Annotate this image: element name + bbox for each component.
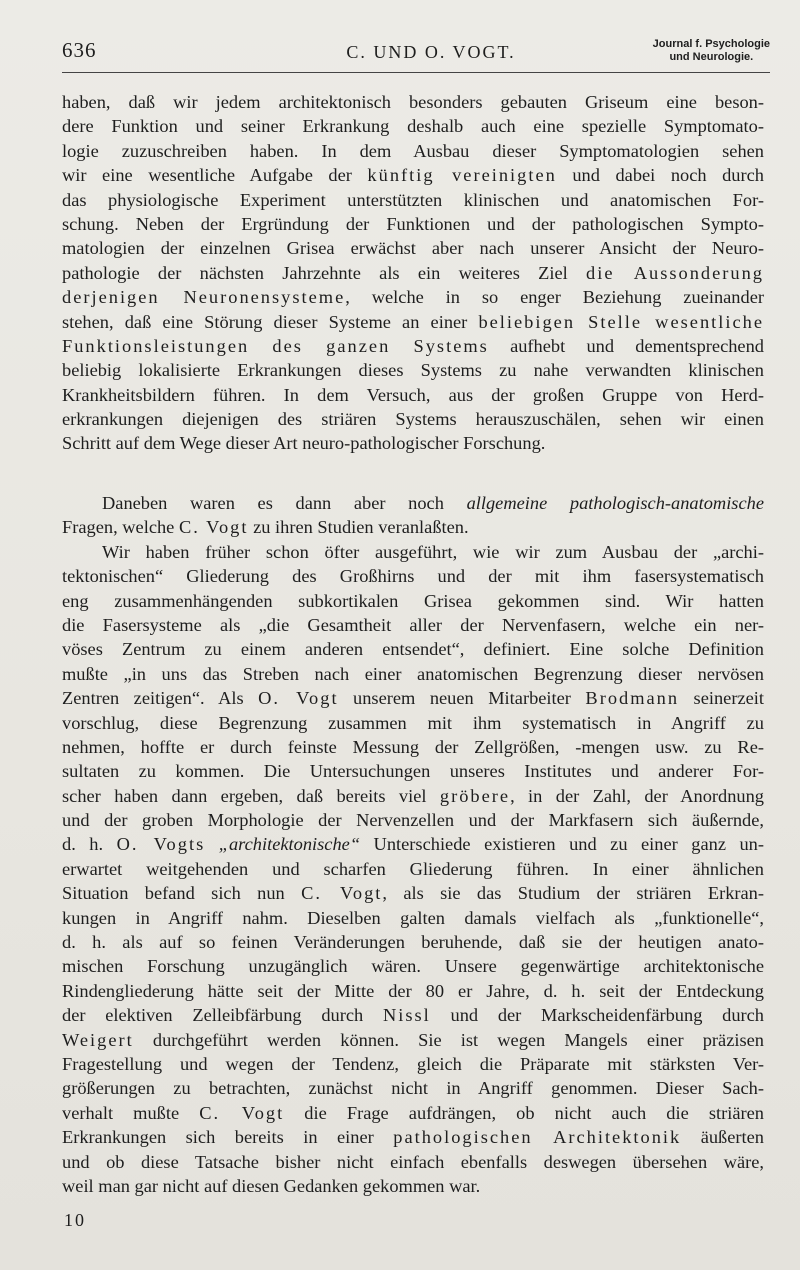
text-line: logie zuzuschreiben haben. In dem Ausbau dieser Symptomatologien sehen bbox=[62, 140, 764, 161]
text-line: Erkrankungen sich bereits in einer pathologischen Architektonik äußerten bbox=[62, 1127, 765, 1148]
page-number: 636 bbox=[62, 38, 97, 62]
text-line: erkrankungen diejenigen des striären Systems herauszuschälen, sehen wir einen bbox=[62, 409, 764, 430]
text-line: matologien der einzelnen Grisea erwächst aber nach unserer Ansicht der Neuro- bbox=[62, 238, 764, 259]
text-line: pathologie der nächsten Jahrzehnte als ein weiteres Ziel die Aussonderung bbox=[62, 262, 764, 283]
text-line: schung. Neben der Ergründung der Funktionen und der pathologischen Sympto- bbox=[62, 213, 764, 234]
text-line: mischen Forschung unzugänglich wären. Unsere gegenwärtige architektonische bbox=[62, 956, 764, 977]
text-line: stehen, daß eine Störung dieser Systeme an einer beliebigen Stelle wesentliche bbox=[62, 311, 764, 332]
text-line: vöses Zentrum zu einem anderen entsendet“, definiert. Eine solche Definition bbox=[62, 639, 764, 660]
text-line: d. h. als auf so feinen Veränderungen beruhende, daß sie der heutigen anato- bbox=[62, 932, 764, 953]
journal-line-1: Journal f. Psychologie bbox=[652, 38, 770, 50]
header-rule bbox=[62, 72, 770, 73]
text-line: mußte „in uns das Streben nach einer anatomischen Begrenzung dieser nervösen bbox=[62, 663, 764, 684]
text-line: Wir haben früher schon öfter ausgeführt, wie wir zum Ausbau der „archi- bbox=[102, 541, 764, 562]
text-line: Fragen, welche C. Vogt zu ihren Studien veranlaßten. bbox=[62, 517, 469, 538]
text-line: und der groben Morphologie der Nervenzellen und der Markfasern sich äußernde, bbox=[62, 810, 764, 831]
text-line: Zentren zeitigen“. Als O. Vogt unserem neuen Mitarbeiter Brodmann seinerzeit bbox=[62, 688, 764, 709]
journal-name bbox=[653, 38, 770, 64]
text-line: Fragestellung und wegen der Tendenz, gleich die Präparate mit stärksten Ver- bbox=[62, 1053, 764, 1074]
running-head bbox=[62, 36, 770, 72]
text-line: die Fasersysteme als „die Gesamtheit aller der Nervenfasern, welche ein ner- bbox=[62, 614, 764, 635]
text-line: derjenigen Neuronensysteme, welche in so enger Beziehung zueinander bbox=[62, 287, 764, 308]
text-line: dere Funktion und seiner Erkrankung deshalb auch eine spezielle Symptomato- bbox=[62, 116, 764, 137]
paragraphs-2-3 bbox=[62, 491, 764, 1198]
text-line: wir eine wesentliche Aufgabe der künftig vereinigten und dabei noch durch bbox=[62, 165, 764, 186]
text-line: Krankheitsbildern führen. In dem Versuch, aus der großen Gruppe von Herd- bbox=[62, 384, 764, 405]
paragraph-1 bbox=[62, 90, 764, 456]
text-line: eng zusammenhängenden subkortikalen Grisea gekommen sind. Wir hatten bbox=[62, 590, 764, 611]
text-line: d. h. O. Vogts „architektonische“ Unterschiede existieren und zu einer ganz un- bbox=[62, 834, 764, 855]
text-line: vorschlug, diese Begrenzung zusammen mit ihm systematisch in Angriff zu bbox=[62, 712, 764, 733]
text-line: nehmen, hoffte er durch feinste Messung der Zellgrößen, -mengen usw. zu Re- bbox=[62, 736, 764, 757]
text-line: scher haben dann ergeben, daß bereits viel gröbere, in der Zahl, der Anordnung bbox=[62, 785, 764, 806]
text-line: Weigert durchgeführt werden können. Sie ist wegen Mangels einer präzisen bbox=[62, 1029, 764, 1050]
text-line: tektonischen“ Gliederung des Großhirns und der mit ihm fasersystematisch bbox=[62, 566, 764, 587]
text-line: Funktionsleistungen des ganzen Systems aufhebt und dementsprechend bbox=[62, 335, 764, 356]
text-line: Situation befand sich nun C. Vogt, als sie das Studium der striären Erkran- bbox=[62, 883, 764, 904]
text-line: kungen in Angriff nahm. Dieselben galten damals vielfach als „funktionelle“, bbox=[62, 907, 764, 928]
text-line: weil man gar nicht auf diesen Gedanken gekommen war. bbox=[62, 1175, 481, 1196]
text-line: Rindengliederung hätte seit der Mitte der 80 er Jahre, d. h. seit der Entdeckung bbox=[62, 980, 764, 1001]
text-line: haben, daß wir jedem architektonisch besonders gebauten Griseum eine beson- bbox=[62, 92, 764, 112]
text-line: und ob diese Tatsache bisher nicht einfach ebenfalls deswegen übersehen wäre, bbox=[62, 1151, 764, 1172]
text-line: der elektiven Zelleibfärbung durch Nissl und der Markscheidenfärbung durch bbox=[62, 1005, 764, 1026]
text-line: verhalt mußte C. Vogt die Frage aufdrängen, ob nicht auch die striären bbox=[62, 1102, 764, 1123]
text-line: Daneben waren es dann aber noch allgemeine pathologisch-anatomische bbox=[102, 493, 764, 513]
text-line: Schritt auf dem Wege dieser Art neuro-pathologischer Forschung. bbox=[62, 433, 546, 454]
text-line: das physiologische Experiment unterstützten klinischen und anatomischen For- bbox=[62, 189, 764, 210]
text-line: erwartet weitgehenden und scharfen Gliederung führen. In einer ähnlichen bbox=[62, 858, 764, 879]
journal-line-2: und Neurologie. bbox=[669, 51, 754, 63]
text-line: sultaten zu kommen. Die Untersuchungen unseres Institutes und anderer For- bbox=[62, 761, 764, 782]
signature-mark: 10 bbox=[64, 1210, 86, 1230]
running-title: C. UND O. VOGT. bbox=[346, 42, 516, 62]
text-line: beliebig lokalisierte Erkrankungen dieses Systems zu nahe verwandten klinischen bbox=[62, 360, 764, 381]
text-line: größerungen zu betrachten, zunächst nicht in Angriff genommen. Dieser Sach- bbox=[62, 1078, 764, 1099]
